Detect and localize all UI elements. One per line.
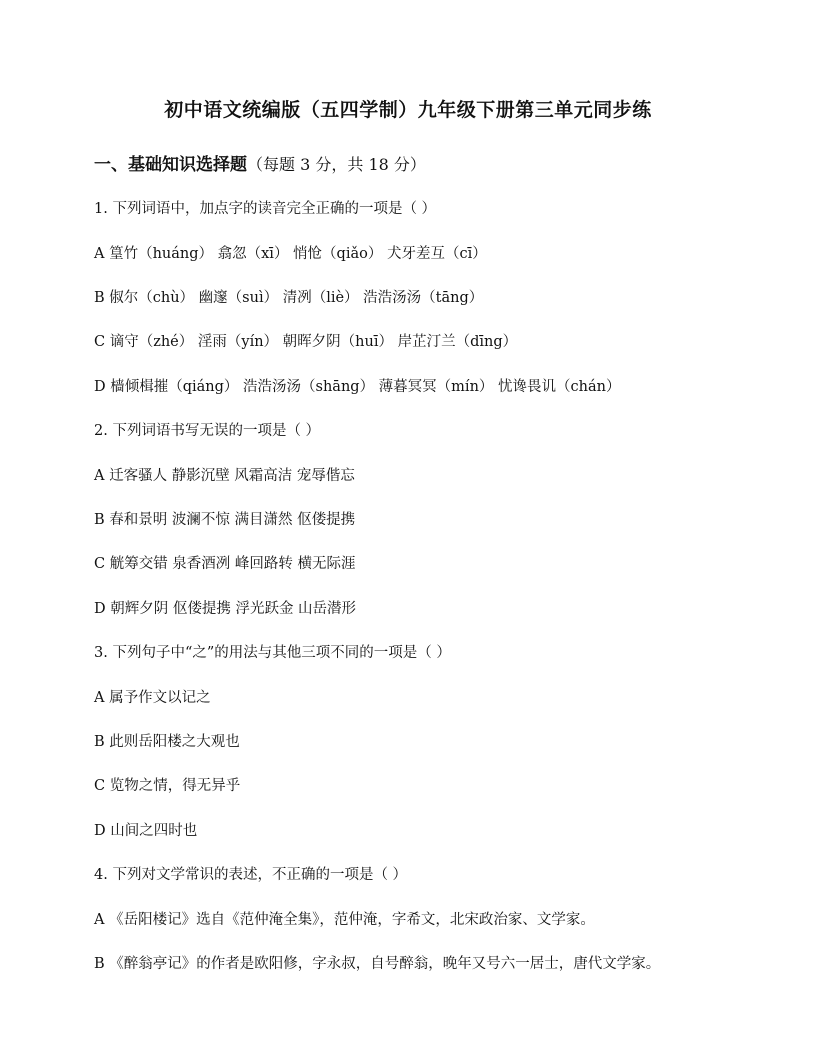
question-stem: 3. 下列句子中“之”的用法与其他三项不同的一项是（ ） — [94, 645, 451, 661]
option-line: A 迁客骚人 静影沉壁 风霜高洁 宠辱偕忘 — [94, 468, 355, 484]
option-line: B 春和景明 波澜不惊 满目潇然 伛偻提携 — [94, 512, 356, 528]
page-title: 初中语文统编版（五四学制）九年级下册第三单元同步练 — [164, 99, 652, 121]
option-line: C 觥筹交错 泉香酒冽 峰回路转 横无际涯 — [94, 556, 356, 572]
section-heading-text: 一、基础知识选择题 — [94, 155, 247, 175]
option-line: B 此则岳阳楼之大观也 — [94, 734, 240, 750]
option-line: D 樯倾楫摧（qiáng） 浩浩汤汤（shāng） 薄暮冥冥（mín） 忧谗畏讥（chán） — [94, 379, 621, 395]
section-heading — [94, 150, 426, 175]
option-line: C 谪守（zhé） 淫雨（yín） 朝晖夕阴（huī） 岸芷汀兰（dīng） — [94, 334, 518, 350]
option-line: B 《醉翁亭记》的作者是欧阳修，字永叔，自号醉翁，晚年又号六一居士，唐代文学家。 — [94, 956, 661, 972]
question-stem: 1. 下列词语中，加点字的读音完全正确的一项是（ ） — [94, 201, 437, 217]
question-stem: 4. 下列对文学常识的表述，不正确的一项是（ ） — [94, 867, 408, 883]
section-score-note: （每题 3 分，共 18 分） — [247, 155, 426, 174]
option-line: D 朝辉夕阴 伛偻提携 浮光跃金 山岳潜形 — [94, 601, 357, 617]
option-line: D 山间之四时也 — [94, 823, 198, 839]
question-stem: 2. 下列词语书写无误的一项是（ ） — [94, 423, 321, 439]
option-line: A 篁竹（huáng） 翕忽（xī） 悄怆（qiǎo） 犬牙差互（cī） — [94, 246, 487, 262]
option-line: C 览物之情，得无异乎 — [94, 778, 241, 794]
option-line: A 《岳阳楼记》选自《范仲淹全集》，范仲淹，字希文，北宋政治家、文学家。 — [94, 912, 595, 928]
option-line: B 俶尔（chù） 幽邃（suì） 清冽（liè） 浩浩汤汤（tāng） — [94, 290, 484, 306]
option-line: A 属予作文以记之 — [94, 690, 211, 706]
